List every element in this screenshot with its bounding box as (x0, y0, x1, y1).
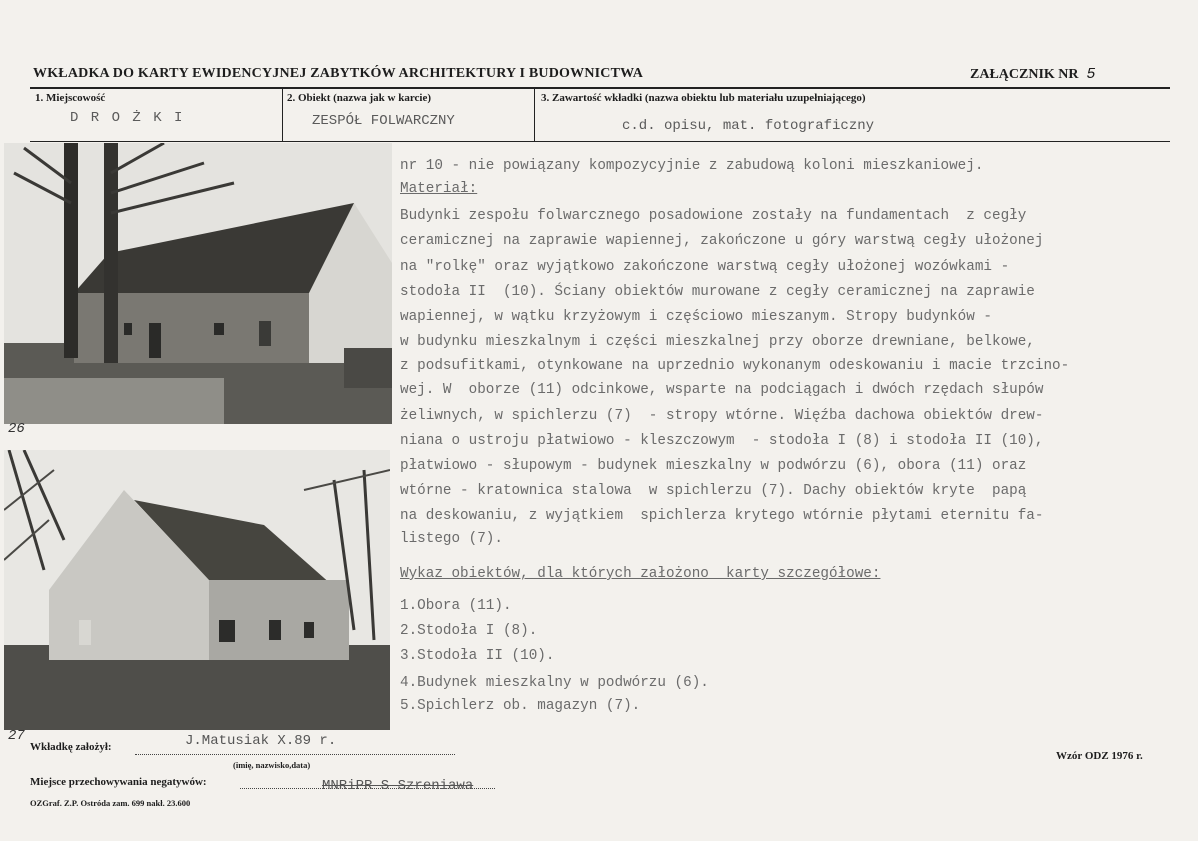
fields-bottom-rule (30, 141, 1170, 142)
attachment-label (970, 66, 1096, 83)
description-line: Budynki zespołu folwarcznego posadowione zostały na fundamentach z cegły (400, 208, 1027, 224)
description-line: wtórne - kratownica stalowa w spichlerzu (7). Dachy obiektów kryte papą (400, 483, 1027, 499)
detail-cards-heading: Wykaz obiektów, dla których założono karty szczegółowe: (400, 566, 881, 582)
description-line: w budynku mieszkalnym i części mieszkalnej przy oborze drewniane, belkowe, (400, 334, 1035, 350)
negatives-storage-label: Miejsce przechowywania negatywów: (30, 776, 207, 788)
insert-author-line (135, 754, 455, 755)
insert-author-hint: (imię, nazwisko,data) (233, 760, 311, 770)
description-line: nr 10 - nie powiązany kompozycyjnie z zabudową koloni mieszkaniowej. (400, 158, 984, 174)
field-divider-1 (282, 89, 283, 141)
description-line: wapiennej, w wątku krzyżowym i częściowo mieszanym. Stropy budynków - (400, 309, 992, 325)
field-divider-2 (534, 89, 535, 141)
attachment-number: 5 (1086, 66, 1096, 83)
photo1-number: 26 (8, 421, 25, 437)
header-rule (30, 87, 1170, 89)
description-line: na deskowaniu, z wyjątkiem spichlerza krytego wtórnie płytami eternitu fa- (400, 508, 1044, 524)
detail-card-item: 5.Spichlerz ob. magazyn (7). (400, 698, 641, 714)
field-place-value: D R O Ż K I (70, 110, 185, 126)
attachment-label-text: ZAŁĄCZNIK NR (970, 67, 1079, 82)
farmhouse-side-image (4, 450, 390, 730)
detail-card-item: 1.Obora (11). (400, 598, 512, 614)
photo2-number: 27 (8, 728, 25, 744)
description-line: na "rolkę" oraz wyjątkowo zakończone warstwą cegły ułożonej wozówkami - (400, 259, 1010, 275)
template-version: Wzór ODZ 1976 r. (1056, 750, 1143, 762)
detail-card-item: 3.Stodoła II (10). (400, 648, 555, 664)
insert-author-value: J.Matusiak X.89 r. (185, 733, 337, 749)
card-title: WKŁADKA DO KARTY EWIDENCYJNEJ ZABYTKÓW ARCHITEKTURY I BUDOWNICTWA (33, 66, 644, 81)
insert-author-label: Wkładkę założył: (30, 741, 112, 753)
detail-card-item: 4.Budynek mieszkalny w podwórzu (6). (400, 675, 709, 691)
negatives-storage-value: MNRiPR S Szreniawa (322, 778, 474, 794)
photo-farmhouse-front (4, 143, 392, 424)
field-content-label: 3. Zawartość wkładki (nazwa obiektu lub materiału uzupełniającego) (541, 92, 866, 104)
description-line: żeliwnych, w spichlerzu (7) - stropy wtórne. Więźba dachowa obiektów drew- (400, 408, 1044, 424)
field-object-label: 2. Obiekt (nazwa jak w karcie) (287, 92, 432, 104)
description-line: z podsufitkami, otynkowane na uprzednio wykonanym odeskowaniu i macie trzcino- (400, 358, 1070, 374)
description-line: ceramicznej na zaprawie wapiennej, zakończone u góry warstwą cegły ułożonej (400, 233, 1044, 249)
description-line: niana o ustroju płatwiowo - kleszczowym - stodoła I (8) i stodoła II (10), (400, 433, 1044, 449)
farmhouse-front-image (4, 143, 392, 424)
description-line: stodoła II (10). Ściany obiektów murowane z cegły ceramicznej na zaprawie (400, 284, 1035, 300)
description-line: wej. W oborze (11) odcinkowe, wsparte na podciągach i dwóch rzędach słupów (400, 382, 1044, 398)
description-line: płatwiowo - słupowym - budynek mieszkalny w podwórzu (6), obora (11) oraz (400, 458, 1027, 474)
description-line: listego (7). (400, 531, 503, 547)
photo-farmhouse-side (4, 450, 390, 730)
field-place-label: 1. Miejscowość (35, 92, 106, 104)
field-content-value: c.d. opisu, mat. fotograficzny (622, 118, 875, 134)
field-object-value: ZESPÓŁ FOLWARCZNY (312, 113, 455, 129)
print-info: OZGraf. Z.P. Ostróda zam. 699 nakł. 23.600 (30, 798, 191, 808)
detail-card-item: 2.Stodoła I (8). (400, 623, 538, 639)
description-heading: Materiał: (400, 181, 478, 197)
